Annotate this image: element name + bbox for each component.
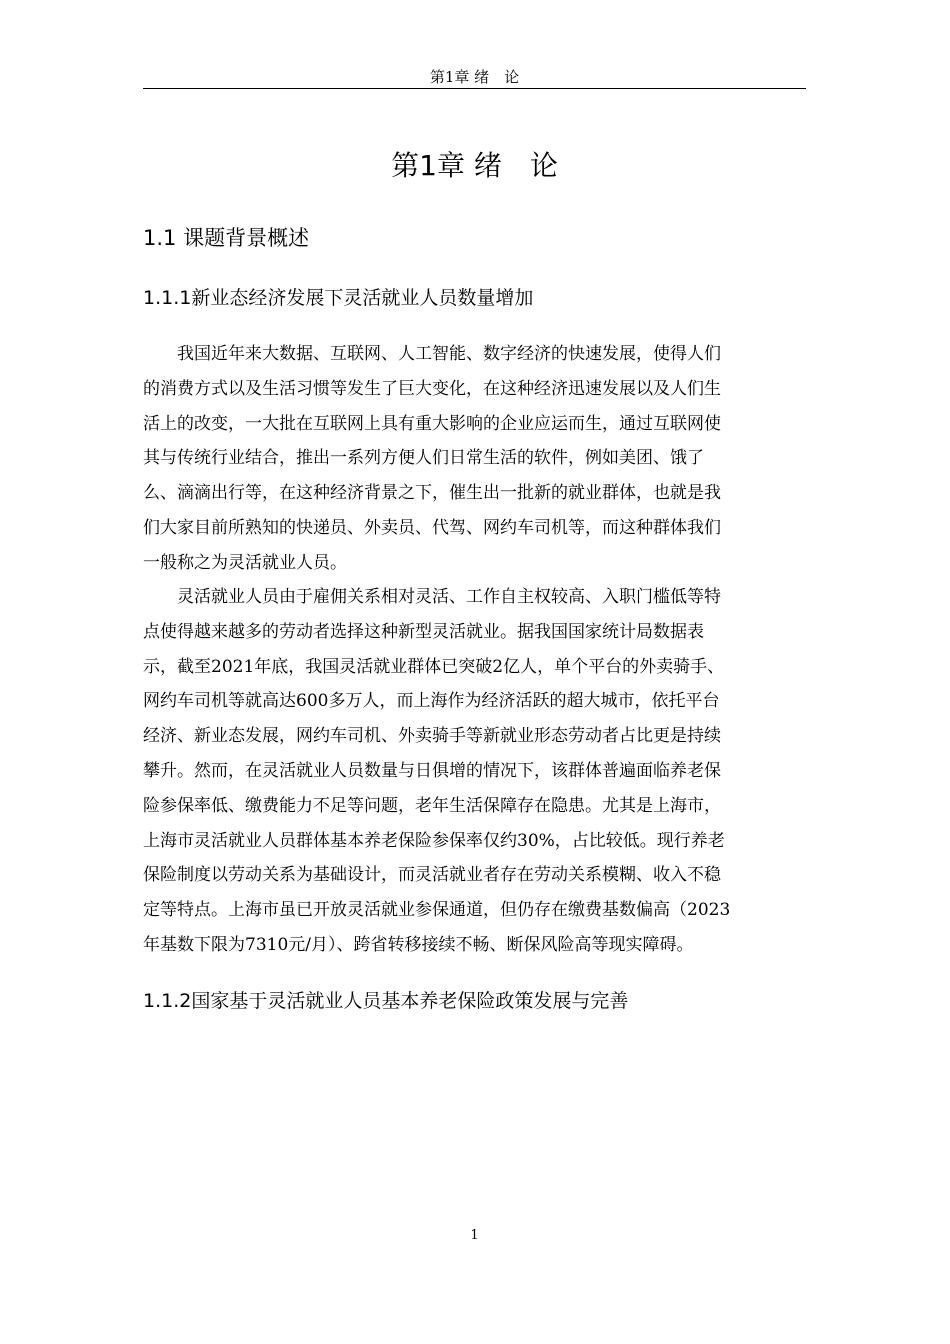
paragraph-line: 活上的改变，一大批在互联网上具有重大影响的企业应运而生，通过互联网使 — [143, 413, 721, 434]
paragraph-line: 险参保率低、缴费能力不足等问题，老年生活保障存在隐患。尤其是上海市， — [143, 795, 721, 816]
paragraph-line: 们大家目前所熟知的快递员、外卖员、代驾、网约车司机等，而这种群体我们 — [143, 517, 721, 538]
paragraph-line: 我国近年来大数据、互联网、人工智能、数字经济的快速发展，使得人们 — [143, 344, 721, 364]
running-header: 第1章 绪 论 — [429, 68, 520, 86]
body-paragraph-2 — [143, 580, 806, 963]
paragraph-line: 一般称之为灵活就业人员。 — [143, 552, 347, 573]
body-paragraph-1 — [143, 337, 806, 581]
section-heading: 1.1 课题背景概述 — [143, 226, 310, 250]
paragraph-line: 年基数下限为7310元/月）、跨省转移接续不畅、断保风险高等现实障碍。 — [143, 934, 694, 955]
paragraph-line: 的消费方式以及生活习惯等发生了巨大变化，在这种经济迅速发展以及人们生 — [143, 378, 721, 399]
paragraph-line: 保险制度以劳动关系为基础设计，而灵活就业者存在劳动关系模糊、收入不稳 — [143, 865, 721, 886]
paragraph-line: 上海市灵活就业人员群体基本养老保险参保率仅约30%，占比较低。现行养老 — [143, 830, 725, 851]
paragraph-line: 点使得越来越多的劳动者选择这种新型灵活就业。据我国国家统计局数据表 — [143, 621, 704, 642]
paragraph-line: 示，截至2021年底，我国灵活就业群体已突破2亿人，单个平台的外卖骑手、 — [143, 656, 725, 677]
paragraph-line: 么、滴滴出行等，在这种经济背景之下，催生出一批新的就业群体，也就是我 — [143, 483, 721, 504]
header-divider — [143, 88, 806, 89]
subsection-heading-1-1-2: 1.1.2国家基于灵活就业人员基本养老保险政策发展与完善 — [143, 990, 629, 1012]
chapter-title: 第1章 绪 论 — [391, 149, 558, 182]
paragraph-line: 灵活就业人员由于雇佣关系相对灵活、工作自主权较高、入职门槛低等特 — [143, 587, 721, 607]
paragraph-line: 攀升。然而，在灵活就业人员数量与日俱增的情况下，该群体普遍面临养老保 — [143, 760, 721, 781]
paragraph-line: 经济、新业态发展，网约车司机、外卖骑手等新就业形态劳动者占比更是持续 — [143, 726, 721, 747]
page-number: 1 — [470, 1228, 479, 1243]
paragraph-line: 网约车司机等就高达600多万人，而上海作为经济活跃的超大城市，依托平台 — [143, 691, 720, 712]
subsection-heading-1-1-1: 1.1.1新业态经济发展下灵活就业人员数量增加 — [143, 287, 534, 309]
paragraph-line: 定等特点。上海市虽已开放灵活就业参保通道，但仍存在缴费基数偏高（2023 — [143, 900, 731, 921]
paragraph-line: 其与传统行业结合，推出一系列方便人们日常生活的软件，例如美团、饿了 — [143, 448, 704, 469]
